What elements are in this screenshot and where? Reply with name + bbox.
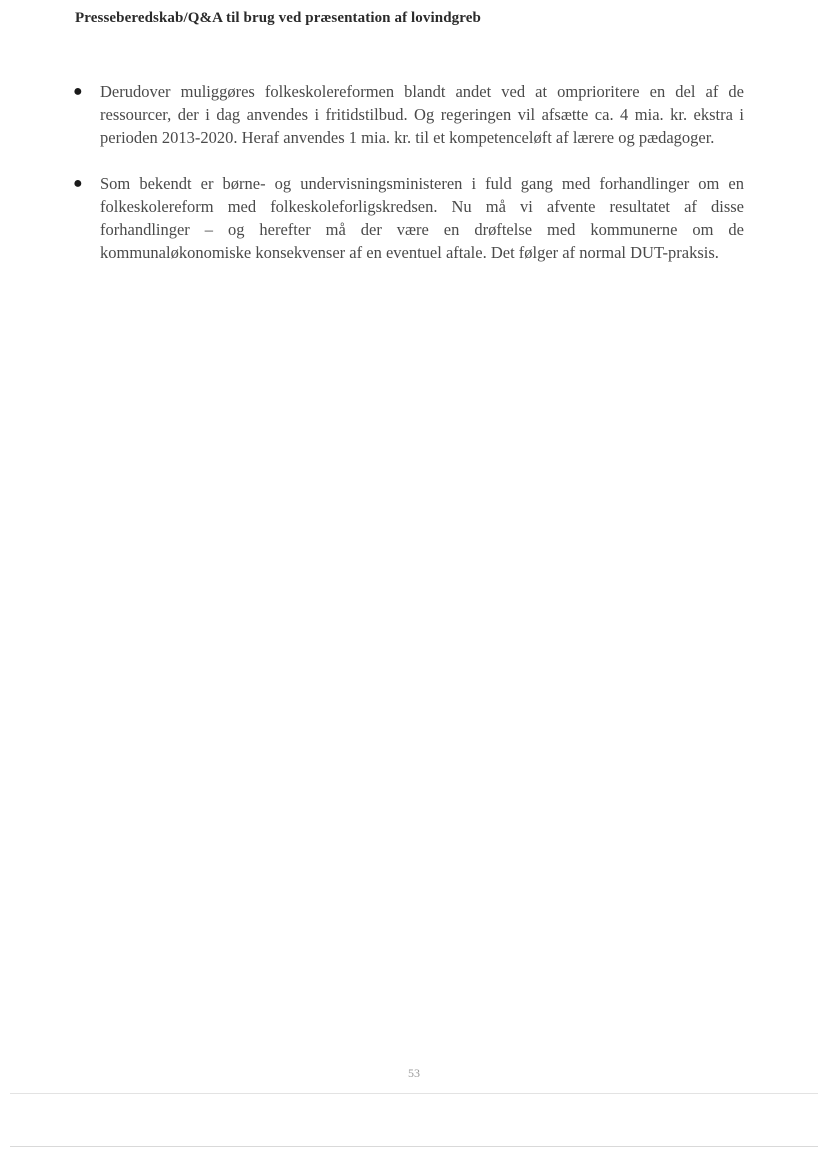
scan-line-divider xyxy=(10,1146,818,1147)
bullet-text: Som bekendt er børne- og undervisningsministeren i fuld gang med forhandlinger om en folkeskolereform med folkeskoleforligskredsen. Nu må vi afvente resultatet af disse forhandlinger – og herefter må der være en drøftelse med kommunerne om de kommunaløkonomiske konsekvenser af en eventuel aftale. Det følger af normal DUT-praksis. xyxy=(100,173,744,263)
bullet-icon: ● xyxy=(73,174,83,192)
bullet-list xyxy=(72,80,744,286)
bullet-text: Derudover muliggøres folkeskolereformen blandt andet ved at omprioritere en del af de ressourcer, der i dag anvendes i fritidstilbud. Og regeringen vil afsætte ca. 4 mia. kr. ekstra i perioden 2013-2020. Heraf anvendes 1 mia. kr. til et kompetenceløft af lærere og pædagoger. xyxy=(100,82,744,148)
page-header: Presseberedskab/Q&A til brug ved præsentation af lovindgreb xyxy=(75,10,481,26)
scan-line-divider xyxy=(10,1093,818,1094)
list-item xyxy=(72,172,744,265)
list-item xyxy=(72,80,744,150)
bullet-icon: ● xyxy=(73,83,83,100)
page-number: 53 xyxy=(408,1066,420,1080)
